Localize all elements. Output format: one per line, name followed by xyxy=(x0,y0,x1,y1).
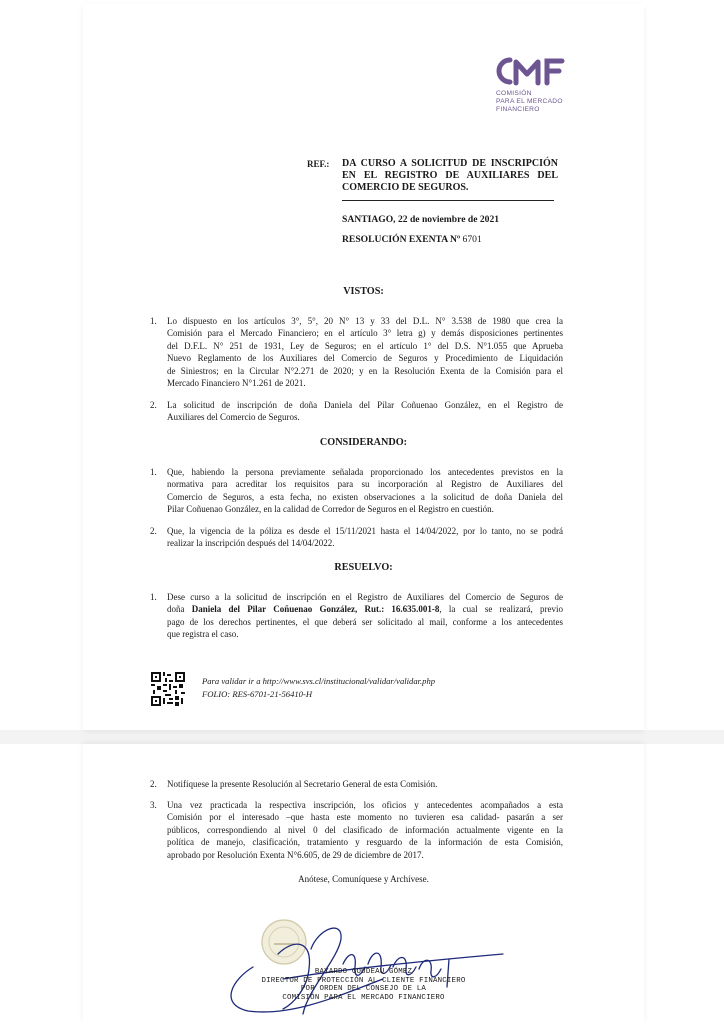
vistos-heading: VISTOS: xyxy=(343,286,384,297)
signatory-title: DIRECTOR DE PROTECCIÓN AL CLIENTE FINANCIERO xyxy=(261,976,466,985)
text-line: Pilar Coñuenao González, en la calidad de Corredor de Seguros en el Registro en cuestión. xyxy=(167,504,494,515)
ref-label: REF.: xyxy=(307,159,330,169)
page2-item-2 xyxy=(167,778,563,790)
resuelvo-heading: RESUELVO: xyxy=(334,562,393,573)
text-line: Comercio de Seguros, a esta fecha, no existen observaciones a la solicitud de doña Daniela del xyxy=(167,491,563,502)
page2-item-2-num: 2. xyxy=(150,779,157,789)
text-line: Nuevo Reglamento de los Auxiliares del Comercio de Seguros y Procedimiento de Liquidación xyxy=(167,353,563,364)
page2-item-3-num: 3. xyxy=(150,800,157,810)
document-page-2 xyxy=(83,744,644,1024)
vistos-item-1-num: 1. xyxy=(150,316,157,326)
text-line: de Siniestros; en la Circular N°2.271 de 2020; y en la Resolución Exenta de la Comisión para el xyxy=(167,365,563,376)
ref-divider xyxy=(342,200,554,201)
resolution-number xyxy=(342,234,482,245)
ref-line: COMERCIO DE SEGUROS. xyxy=(342,182,469,193)
ref-line: DA CURSO A SOLICITUD DE INSCRIPCIÓN xyxy=(342,158,558,169)
validation-url: Para validar ir a http://www.svs.cl/institucional/validar/validar.php xyxy=(202,676,436,686)
closing-formula: Anótese, Comuníquese y Archívese. xyxy=(298,874,429,884)
text-line: Lo dispuesto en los artículos 3°, 5°, 20 N° 13 y 33 del D.L. N° 3.538 de 1980 que crea la xyxy=(167,316,563,326)
resolution-value: 6701 xyxy=(462,234,482,245)
considerando-item-2 xyxy=(167,525,563,550)
vistos-item-2-num: 2. xyxy=(150,400,157,410)
resuelvo-item-1-num: 1. xyxy=(150,592,157,602)
text-line: Dese curso a la solicitud de inscripción en el Registro de Auxiliares del Comercio de Seguros de xyxy=(167,592,563,602)
text-line: realizar la inscripción después del 14/04/2022. xyxy=(167,538,335,549)
text-line: Que, la vigencia de la póliza es desde el 15/11/2021 hasta el 14/04/2022, por lo tanto, no se podrá xyxy=(167,526,563,536)
logo-line-1: COMISIÓN xyxy=(496,90,532,97)
document-page-1 xyxy=(83,4,644,730)
signatory-block xyxy=(83,968,644,1002)
place-date: SANTIAGO, 22 de noviembre de 2021 xyxy=(342,214,500,225)
text-line: política de manejo, clasificación, tratamiento y resguardo de la información de esta Comisión, xyxy=(167,837,563,848)
text-line: pago de los derechos pertinentes, el que deberá ser solicitado al mail, conforme a los antecedentes xyxy=(167,616,563,627)
considerando-item-2-num: 2. xyxy=(150,526,157,536)
vistos-item-2 xyxy=(167,399,563,424)
text-line: Que, habiendo la persona previamente señalada proporcionado los antecedentes previstos en la xyxy=(167,467,563,477)
page-gap xyxy=(0,730,724,744)
considerando-heading: CONSIDERANDO: xyxy=(319,437,408,448)
validation-info xyxy=(202,675,435,700)
considerando-item-1-num: 1. xyxy=(150,467,157,477)
page2-item-3 xyxy=(167,799,563,861)
text-line: Comisión para el Mercado Financiero; en el artículo 3° letra g) y demás disposiciones pertinentes xyxy=(167,328,563,339)
beneficiary-name-rut: Daniela del Pilar Coñuenao González, Rut.: 16.635.001-8 xyxy=(191,604,440,615)
logo-line-2: PARA EL MERCADO xyxy=(496,98,563,105)
cmf-logo-icon xyxy=(494,54,574,86)
vistos-item-1 xyxy=(167,315,563,389)
text-line: Una vez practicada la respectiva inscripción, los oficios y antecedentes acompañados a esta xyxy=(167,800,563,810)
text-line: Mercado Financiero N°1.261 de 2021. xyxy=(167,378,306,389)
logo-line-3: FINANCIERO xyxy=(496,106,540,113)
text-line-mixed xyxy=(167,603,563,615)
ref-line: EN EL REGISTRO DE AUXILIARES DEL xyxy=(342,170,558,181)
qr-code-icon xyxy=(151,672,185,706)
considerando-item-1 xyxy=(167,466,563,516)
text-line: del D.F.L. N° 251 de 1931, Ley de Seguros; en el artículo 1° del D.S. N°1.055 que Aprueba xyxy=(167,340,563,351)
signatory-name: BAYARDO GOUDEAU GÓMEZ xyxy=(314,968,413,976)
text-line: aprobado por Resolución Exenta N°6.605, de 29 de diciembre de 2017. xyxy=(167,849,424,860)
signatory-title-3: COMISIÓN PARA EL MERCADO FINANCIERO xyxy=(282,993,445,1002)
validation-folio: FOLIO: RES-6701-21-56410-H xyxy=(202,688,313,699)
text-line: Auxiliares del Comercio de Seguros. xyxy=(167,412,300,423)
ref-subject xyxy=(342,158,558,194)
text-line: normativa para acreditar los requisitos para su incorporación al Registro de Auxiliares del xyxy=(167,479,563,490)
handwritten-signature xyxy=(223,909,523,1019)
text-fragment: , la cual se realizará, previo xyxy=(439,604,563,615)
cmf-logo xyxy=(494,54,574,86)
text-line: La solicitud de inscripción de doña Daniela del Pilar Coñuenao González, en el Registro de xyxy=(167,400,563,410)
text-line: que registra el caso. xyxy=(167,629,239,640)
resolution-label: RESOLUCIÓN EXENTA Nº xyxy=(342,234,461,245)
text-line: públicos, correspondiendo al nivel 0 del clasificado de información actualmente vigente en la xyxy=(167,824,563,835)
logo-text xyxy=(496,90,563,114)
signatory-title-2: POR ORDEN DEL CONSEJO DE LA xyxy=(300,985,427,994)
resuelvo-item-1 xyxy=(167,591,563,641)
text-line: Notifíquese la presente Resolución al Secretario General de esta Comisión. xyxy=(167,779,438,789)
text-line: Comisión por el interesado –que hasta este momento no tuvieren esa calidad- pasarán a ser xyxy=(167,812,563,823)
text-fragment: doña xyxy=(167,604,192,615)
